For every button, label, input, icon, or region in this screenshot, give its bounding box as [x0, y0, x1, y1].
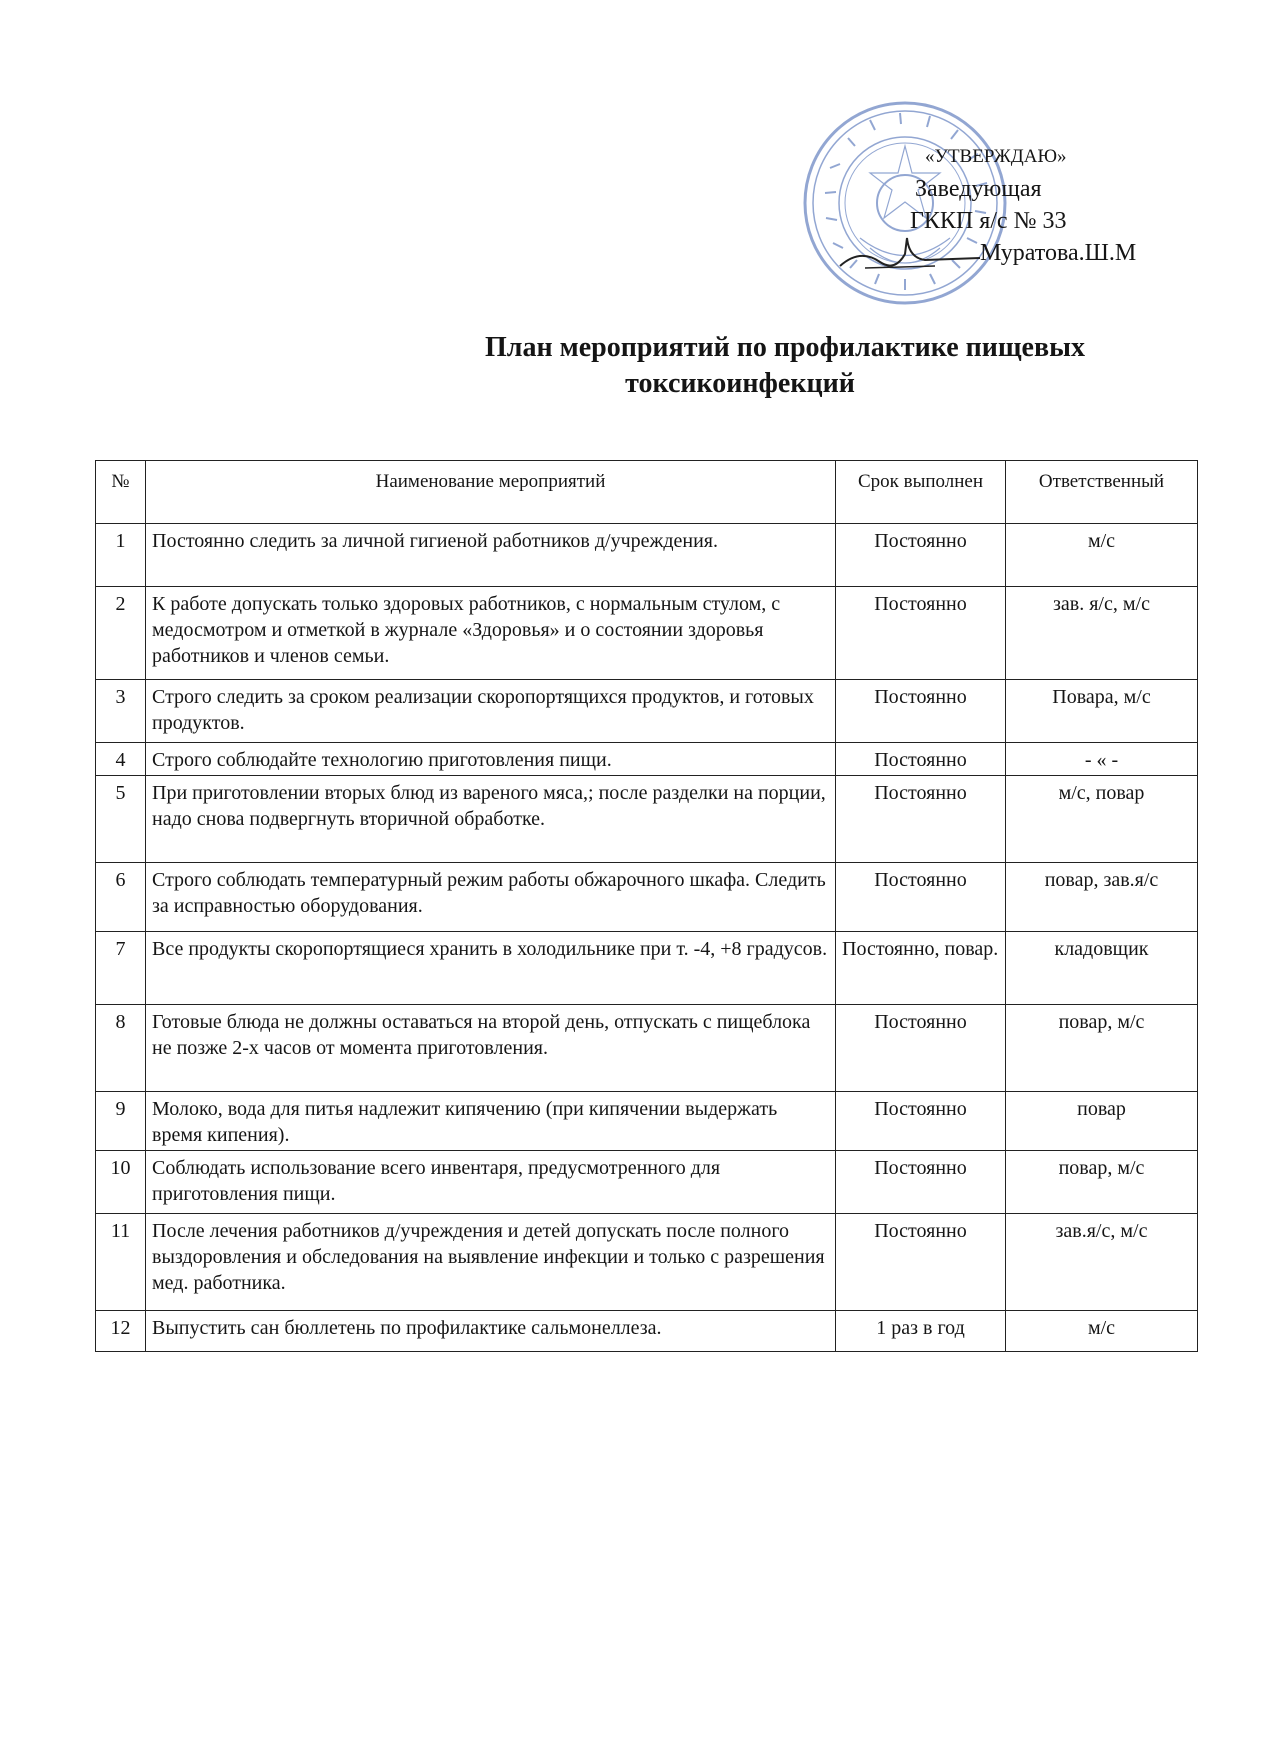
row-num: 10	[96, 1151, 146, 1214]
row-num: 9	[96, 1092, 146, 1151]
header-num: №	[96, 461, 146, 524]
row-responsible: повар, зав.я/с	[1006, 863, 1198, 932]
row-responsible: м/с, повар	[1006, 776, 1198, 863]
row-responsible: повар, м/с	[1006, 1005, 1198, 1092]
row-term: Постоянно	[836, 743, 1006, 776]
table-row	[96, 680, 1198, 743]
row-num: 11	[96, 1214, 146, 1311]
table-row	[96, 863, 1198, 932]
row-responsible: зав. я/с, м/с	[1006, 587, 1198, 680]
row-name: К работе допускать только здоровых работников, с нормальным стулом, с медосмотром и отметкой в журнале «Здоровья» и о состоянии здоровья работников и членов семьи.	[146, 587, 836, 680]
title-line-1: План мероприятий по профилактике пищевых	[485, 332, 1085, 363]
table-row	[96, 776, 1198, 863]
approval-position: Заведующая	[915, 176, 1042, 202]
row-name: Готовые блюда не должны оставаться на второй день, отпускать с пищеблока не позже 2-х часов от момента приготовления.	[146, 1005, 836, 1092]
row-name: Постоянно следить за личной гигиеной работников д/учреждения.	[146, 524, 836, 587]
document-title	[300, 330, 1160, 402]
row-num: 6	[96, 863, 146, 932]
title-line-2: токсикоинфекций	[625, 368, 855, 399]
table-row	[96, 587, 1198, 680]
row-term: Постоянно	[836, 1092, 1006, 1151]
row-num: 1	[96, 524, 146, 587]
row-num: 12	[96, 1311, 146, 1352]
table-row	[96, 1092, 1198, 1151]
row-responsible: зав.я/с, м/с	[1006, 1214, 1198, 1311]
row-responsible: - « -	[1006, 743, 1198, 776]
approval-organization: ГККП я/с № 33	[910, 208, 1067, 234]
header-responsible: Ответственный	[1006, 461, 1198, 524]
row-term: Постоянно	[836, 1214, 1006, 1311]
row-responsible: кладовщик	[1006, 932, 1198, 1005]
approval-name: Муратова.Ш.М	[980, 240, 1137, 266]
row-name: Выпустить сан бюллетень по профилактике сальмонеллеза.	[146, 1311, 836, 1352]
row-term: Постоянно	[836, 863, 1006, 932]
row-term: Постоянно	[836, 587, 1006, 680]
row-term: Постоянно	[836, 1151, 1006, 1214]
table-row	[96, 1151, 1198, 1214]
row-num: 3	[96, 680, 146, 743]
row-num: 2	[96, 587, 146, 680]
row-term: 1 раз в год	[836, 1311, 1006, 1352]
row-term: Постоянно	[836, 524, 1006, 587]
row-responsible: м/с	[1006, 1311, 1198, 1352]
row-num: 5	[96, 776, 146, 863]
row-responsible: Повара, м/с	[1006, 680, 1198, 743]
row-term: Постоянно	[836, 680, 1006, 743]
signature-icon	[835, 228, 985, 278]
table-row	[96, 1005, 1198, 1092]
approval-title: «УТВЕРЖДАЮ»	[925, 146, 1067, 167]
row-responsible: повар, м/с	[1006, 1151, 1198, 1214]
row-name: При приготовлении вторых блюд из вареного мяса,; после разделки на порции, надо снова подвергнуть вторичной обработке.	[146, 776, 836, 863]
row-name: Все продукты скоропортящиеся хранить в холодильнике при т. -4, +8 градусов.	[146, 932, 836, 1005]
table-row	[96, 743, 1198, 776]
table-row	[96, 1214, 1198, 1311]
row-num: 4	[96, 743, 146, 776]
row-name: Строго следить за сроком реализации скоропортящихся продуктов, и готовых продуктов.	[146, 680, 836, 743]
header-term: Срок выполнен	[836, 461, 1006, 524]
row-name: Строго соблюдайте технологию приготовления пищи.	[146, 743, 836, 776]
row-term: Постоянно, повар.	[836, 932, 1006, 1005]
table-row	[96, 932, 1198, 1005]
row-term: Постоянно	[836, 776, 1006, 863]
row-responsible: м/с	[1006, 524, 1198, 587]
row-num: 8	[96, 1005, 146, 1092]
row-name: Молоко, вода для питья надлежит кипячению (при кипячении выдержать время кипения).	[146, 1092, 836, 1151]
row-term: Постоянно	[836, 1005, 1006, 1092]
measures-table	[95, 460, 1198, 1352]
table-row	[96, 524, 1198, 587]
table-header-row	[96, 461, 1198, 524]
row-responsible: повар	[1006, 1092, 1198, 1151]
row-name: Соблюдать использование всего инвентаря, предусмотренного для приготовления пищи.	[146, 1151, 836, 1214]
header-name: Наименование мероприятий	[146, 461, 836, 524]
table-row	[96, 1311, 1198, 1352]
row-name: Строго соблюдать температурный режим работы обжарочного шкафа. Следить за исправностью оборудования.	[146, 863, 836, 932]
row-name: После лечения работников д/учреждения и детей допускать после полного выздоровления и обследования на выявление инфекции и только с разрешения мед. работника.	[146, 1214, 836, 1311]
row-num: 7	[96, 932, 146, 1005]
